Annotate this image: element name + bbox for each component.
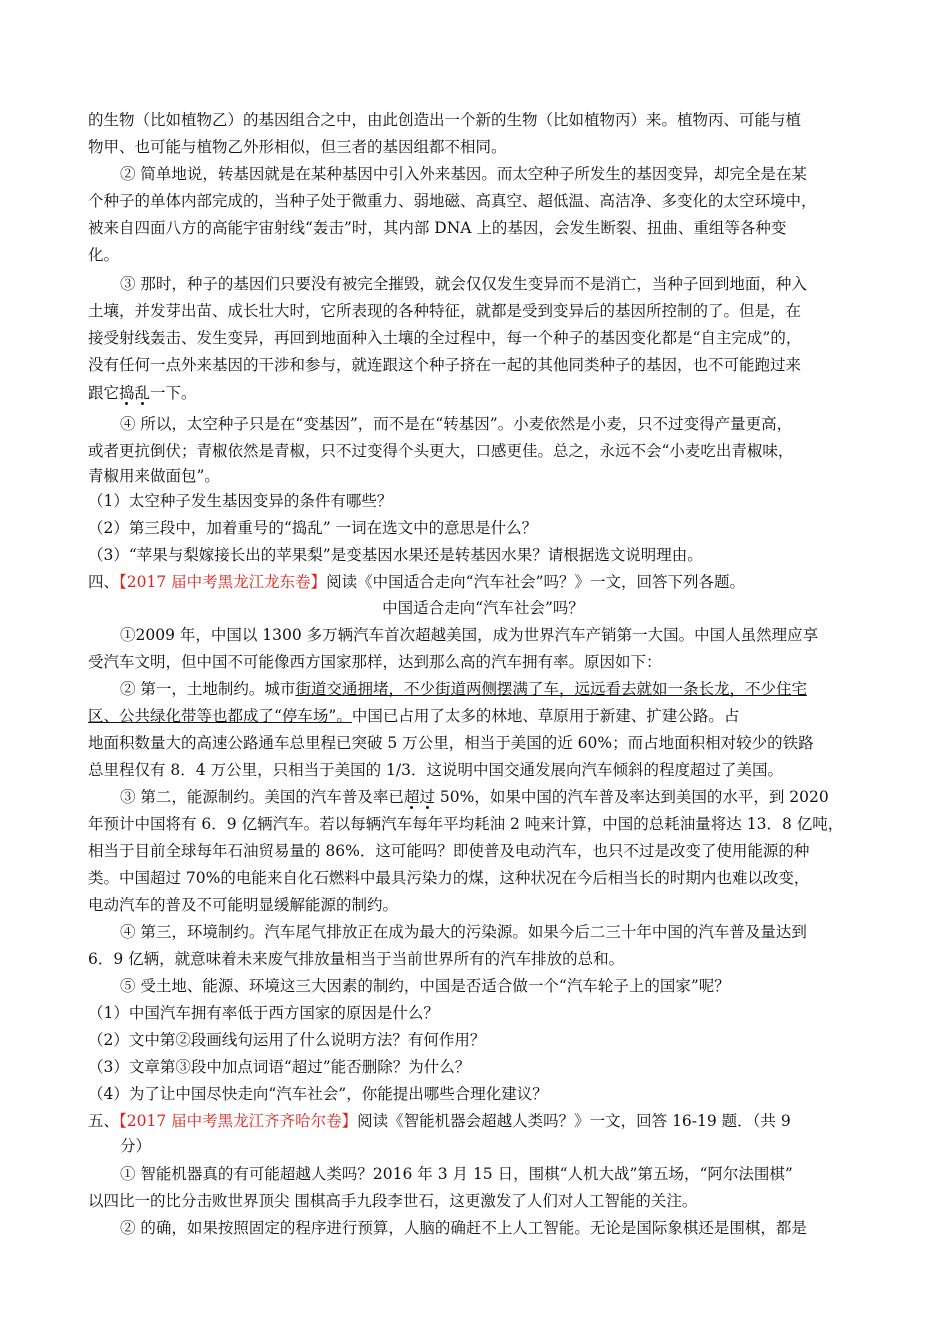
section-number: 四、 (88, 573, 120, 591)
emphasis-char: 乱 (134, 384, 151, 402)
paragraph-line: 接受射线轰击、发生变异，再回到地面种入土壤的全过程中，每一个种子的基因变化都是“自主完成”的， (88, 329, 802, 347)
paragraph-line: 化。 (88, 246, 120, 264)
question-1: （1）中国汽车拥有率低于西方国家的原因是什么？ (88, 1004, 439, 1022)
paragraph-line: ③ 那时，种子的基因们只要没有被完全摧毁，就会仅仅发生变异而不是消亡，当种子回到地面，种入 (120, 275, 807, 293)
question-2: （2）文中第②段画线句运用了什么说明方法？有何作用？ (88, 1031, 486, 1049)
underlined-sentence: 街道交通拥堵，不少街道两侧摆满了车，远远看去就如一条长龙，不少住宅 (295, 680, 807, 698)
paragraph-line: ④ 第三，环境制约。汽车尾气排放正在成为最大的污染源。如果今后二三十年中国的汽车普及量达到 (120, 923, 807, 941)
paragraph-line: ①2009 年，中国以 1300 多万辆汽车首次超越美国，成为世界汽车产销第一大国。中国人虽然理应享 (120, 626, 819, 644)
emphasis-char: 超 (403, 788, 420, 806)
paragraph-line: ① 智能机器真的有可能超越人类吗？2016 年 3 月 15 日，围棋“人机大战”第五场，“阿尔法围棋” (120, 1165, 793, 1183)
paragraph-line (120, 784, 878, 810)
paragraph-line: 土壤，并发芽出苗、成长壮大时，它所表现的各种特征，就都是受到变异后的基因所控制的了。但是，在 (88, 302, 802, 320)
section-number: 五、 (88, 1112, 120, 1130)
section-instruction-continued: 分） (120, 1137, 152, 1155)
paragraph-line: 类。中国超过 70%的电能来自化石燃料中最具污染力的煤，这种状况在今后相当长的时期内也难以改变， (88, 869, 810, 887)
section-instruction: 阅读《智能机器会超越人类吗？》一文，回答 16-19 题．（共 9 (357, 1112, 791, 1130)
paragraph-line: 或者更抗倒伏；青椒依然是青椒，只不过变得个头更大，口感更佳。总之，永远不会“小麦吃出青椒味， (88, 442, 794, 460)
paragraph-line: 6．9 亿辆，就意味着未来废气排放量相当于当前世界所有的汽车排放的总和。 (88, 950, 625, 968)
paragraph-line: ② 简单地说，转基因就是在某种基因中引入外来基因。而太空种子所发生的基因变异，却完全是在某 (120, 165, 807, 183)
paragraph-line: ② 的确，如果按照固定的程序进行预算，人脑的确赶不上人工智能。无论是国际象棋还是围棋，都是 (120, 1219, 807, 1237)
article-title: 中国适合走向“汽车社会”吗？ (382, 599, 584, 617)
section-header (88, 1108, 878, 1134)
paragraph-line: 的生物（比如植物乙）的基因组合之中，由此创造出一个新的生物（比如植物丙）来。植物丙、可能与植 (88, 111, 802, 129)
question-4: （4）为了让中国尽快走向“汽车社会”，你能提出哪些合理化建议？ (88, 1085, 548, 1103)
paragraph-line (120, 676, 878, 702)
paragraph-line: 个种子的单体内部完成的，当种子处于微重力、弱地磁、高真空、超低温、高洁净、多变化的太空环境中， (88, 192, 817, 210)
section-header (88, 569, 878, 595)
question-3: （3）文章第③段中加点词语“超过”能否删除？为什么？ (88, 1058, 471, 1076)
emphasis-char: 过 (419, 788, 435, 806)
paragraph-line: 相当于目前全球每年石油贸易量的 86%．这可能吗？即使普及电动汽车，也只不过是改变了使用能源的种 (88, 842, 810, 860)
paragraph-line: ⑤ 受土地、能源、环境这三大因素的制约，中国是否适合做一个“汽车轮子上的国家”呢？ (120, 977, 730, 995)
paragraph-line (88, 703, 878, 729)
paragraph-line: 受汽车文明，但中国不可能像西方国家那样，达到那么高的汽车拥有率。原因如下： (88, 653, 662, 671)
paragraph-line: 年预计中国将有 6．9 亿辆汽车。若以每辆汽车每年平均耗油 2 吨来计算，中国的总耗油量将达 13．8 亿吨， (88, 815, 844, 833)
text-run: 一下。 (150, 384, 197, 402)
text-run: ② 第一，土地制约。城市 (120, 680, 296, 698)
text-run: ③ 第二，能源制约。美国的汽车普及率已 (120, 788, 404, 806)
text-run: 跟它 (88, 384, 120, 402)
paragraph-line: 没有任何一点外来基因的干涉和参与，就连跟这个种子挤在一起的其他同类种子的基因，也不可能跑过来 (88, 356, 802, 374)
paragraph-line: ④ 所以，太空种子只是在“变基因”，而不是在“转基因”。小麦依然是小麦，只不过变得产量更高， (120, 415, 793, 433)
paragraph-line: 青椒用来做面包”。 (88, 467, 220, 485)
paragraph-line: 总里程仅有 8．4 万公里，只相当于美国的 1/3．这说明中国交通发展向汽车倾斜的程度超过了美国。 (88, 761, 783, 779)
question-2: （2）第三段中，加着重号的“捣乱” 一词在选文中的意思是什么？ (88, 519, 538, 537)
paragraph-line: 电动汽车的普及不可能明显缓解能源的制约。 (88, 896, 399, 914)
exam-source: 【2017 届中考黑龙江齐齐哈尔卷】 (119, 1112, 358, 1130)
paragraph-line: 被来自四面八方的高能宇宙射线“轰击”时，其内部 DNA 上的基因，会发生断裂、扭曲、重组等各种变 (88, 219, 787, 237)
emphasis-char: 捣 (119, 384, 135, 402)
question-1: （1）太空种子发生基因变异的条件有哪些？ (88, 492, 393, 510)
text-run: 中国已占用了太多的林地、草原用于新建、扩建公路。占 (351, 707, 740, 725)
paragraph-line (88, 380, 878, 406)
text-run: 50%，如果中国的汽车普及率达到美国的水平，到 2020 (434, 788, 829, 806)
exam-source: 【2017 届中考黑龙江龙东卷】 (119, 573, 327, 591)
paragraph-line: 物甲、也可能与植物乙外形相似，但三者的基因组都不相同。 (88, 138, 507, 156)
paragraph-line: 以四比一的比分击败世界顶尖 围棋高手九段李世石，这更激发了人们对人工智能的关注。 (88, 1192, 698, 1210)
question-3: （3）“苹果与梨嫁接长出的苹果梨”是变基因水果还是转基因水果？请根据选文说明理由。 (88, 546, 703, 564)
paragraph-line: 地面积数量大的高速公路通车总里程已突破 5 万公里，相当于美国的近 60%；而占地面积相对较少的铁路 (88, 734, 814, 752)
section-instruction: 阅读《中国适合走向“汽车社会”吗？》一文，回答下列各题。 (326, 573, 745, 591)
underlined-sentence: 区、公共绿化带等也都成了“停车场”。 (88, 707, 352, 725)
